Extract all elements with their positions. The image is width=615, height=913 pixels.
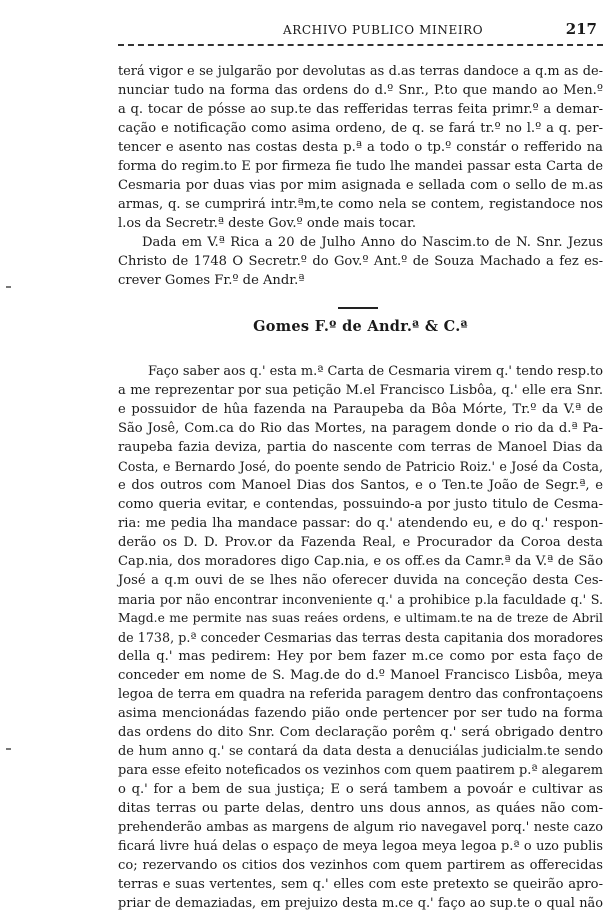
text-line: legoa de terra em quadra na referida paragem dentro das confrontaçoens [118, 687, 603, 702]
text-line: ficará livre huá delas o espaço de meya legoa meya legoa p.ª o uzo publis [118, 839, 603, 854]
text-line: conceder em nome de S. Mag.de do d.º Manoel Francisco Lisbôa, meya [118, 668, 603, 683]
text-line: Cesmaria por duas vias por mim asignada e sellada com o sello de m.as [118, 178, 603, 193]
text-line: nunciar tudo na forma das ordens do d.º Snr., P.to que mando ao Men.º [118, 83, 603, 98]
text-line: a me reprezentar por sua petição M.el Francisco Lisbôa, q.' elle era Snr. [118, 383, 603, 398]
text-line: Christo de 1748 O Secretr.º do Gov.º Ant.º de Souza Machado a fez es- [118, 254, 603, 269]
text-line: tencer e asento nas costas desta p.ª a todo o tp.º constár o refferido na [118, 140, 603, 155]
paragraph-2 [118, 362, 603, 913]
margin-mark [6, 748, 11, 750]
text-line: ditas terras ou parte delas, dentro uns dous annos, as quáes não com- [118, 801, 603, 816]
text-line: cação e notificação como asima ordeno, de q. se fará tr.º no l.º a q. per- [118, 121, 603, 136]
text-line: para esse efeito noteficados os vezinhos com quem paatirem p.ª alegarem [118, 763, 603, 778]
margin-mark [6, 286, 11, 288]
text-line: terá vigor e se julgarão por devolutas as d.as terras dandoce a q.m as de- [118, 64, 603, 79]
section-title: Gomes F.º de Andr.ª & C.ª [253, 318, 468, 335]
text-line: de 1738, p.ª conceder Cesmarias das terras desta capitania dos moradores [118, 630, 603, 645]
text-line: co; rezervando os citios dos vezinhos com quem partirem as offerecidas [118, 858, 603, 873]
text-line: das ordens do dito Snr. Com declaração porêm q.' será obrigado dentro [118, 725, 603, 740]
text-line: maria por não encontrar inconveniente q.' a prohibice p.la faculdade q.' S. [118, 592, 603, 607]
text-line: forma do regim.to E por firmeza fie tudo lhe mandei passar esta Carta de [118, 159, 603, 174]
text-line: derão os D. D. Prov.or da Fazenda Real, e Procurador da Coroa desta [118, 535, 603, 550]
text-line: e dos outros com Manoel Dias dos Santos, e o Ten.te João de Segr.ª, e [118, 478, 603, 493]
text-line: ria: me pedia lha mandace passar: do q.' atendendo eu, e do q.' respon- [118, 516, 603, 531]
text-line: della q.' mas pedirem: Hey por bem fazer m.ce como por esta faço de [118, 649, 603, 664]
page-header [118, 20, 603, 46]
text-line: de hum anno q.' se contará da data desta a denuciálas judicialm.te sendo [118, 744, 603, 759]
text-line: como queria evitar, e contendas, possuindo-a por justo titulo de Cesma- [118, 497, 603, 512]
text-line: Faço saber aos q.' esta m.ª Carta de Cesmaria virem q.' tendo resp.to [148, 364, 603, 379]
text-line: prehenderão ambas as margens de algum rio navegavel porq.' neste cazo [118, 820, 603, 835]
section-divider [338, 307, 378, 309]
text-line: São Josê, Com.ca do Rio das Mortes, na paragem donde o rio da d.ª Pa- [118, 421, 603, 436]
text-line: e possuidor de hûa fazenda na Paraupeba da Bôa Mórte, Tr.º da V.ª de [118, 402, 603, 417]
text-line: terras e suas vertentes, sem q.' elles com este pretexto se queirão apro- [118, 877, 603, 892]
page-number: 217 [565, 20, 597, 38]
running-head: ARCHIVO PUBLICO MINEIRO [283, 23, 484, 37]
text-line: José a q.m ouvi de se lhes não oferecer duvida na conceção desta Ces- [118, 573, 603, 588]
text-line: armas, q. se cumprirá intr.ªm,te como nela se contem, registandoce nos [118, 197, 603, 212]
text-line: asima mencionádas fazendo pião onde pertencer por ser tudo na forma [118, 706, 603, 721]
header-rule [118, 44, 603, 46]
text-line: o q.' for a bem de sua justiça; E o será tambem a povoár e cultivar as [118, 782, 603, 797]
text-line: Magd.e me permite nas suas reáes ordens, e ultimam.te na de treze de Abril [118, 611, 603, 625]
text-line: priar de demaziadas, em prejuizo desta m.ce q.' faço ao sup.te o qual não [118, 896, 603, 911]
text-line: a q. tocar de pósse ao sup.te das refferidas terras feita primr.º a demar- [118, 102, 603, 117]
text-line: l.os da Secretr.ª deste Gov.º onde mais tocar. [118, 216, 417, 231]
text-line: Dada em V.ª Rica a 20 de Julho Anno do Nascim.to de N. Snr. Jezus [142, 235, 603, 250]
text-line: crever Gomes Fr.º de Andr.ª [118, 273, 305, 288]
text-line: Costa, e Bernardo José, do poente sendo de Patricio Roiz.' e José da Costa, [118, 459, 603, 474]
text-line: Cap.nia, dos moradores digo Cap.nia, e os off.es da Camr.ª da V.ª de São [118, 554, 603, 569]
paragraph-1 [118, 62, 603, 290]
text-line: raupeba fazia deviza, partia do nascente com terras de Manoel Dias da [118, 440, 603, 455]
